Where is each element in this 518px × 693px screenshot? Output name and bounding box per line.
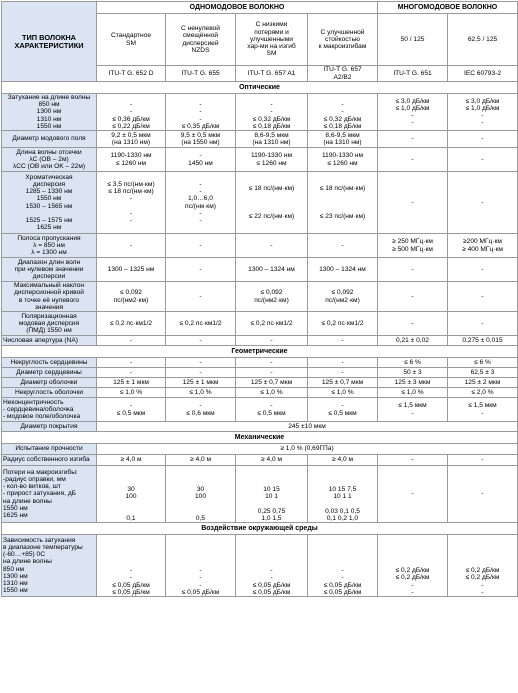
row-label: Диапазон длин волн при нулевом значении дисперсии [2,258,97,282]
cell: ≤ 0,2 пс·км1/2 [308,312,378,336]
cell: ≤ 0,2 пс·км1/2 [97,312,166,336]
cell: - [378,131,448,148]
cell: - [308,336,378,346]
table-row [2,422,518,432]
cell: - [378,455,448,466]
cell: 10 15 7,5 10 1 1 0,03 0,1 0,5 0,1 0,2 1,0 [308,466,378,523]
row-label: Диаметр сердцевины [2,368,97,378]
cell: 1300 – 1324 нм [308,258,378,282]
cell: - ≤ 0,5 мкм [308,398,378,422]
cell: ≥ 1,0 % (0,69ГПа) [97,444,518,455]
cell: - - ≤ 0,32 дБ/км ≤ 0,18 дБ/км [236,94,308,131]
cell: ≤ 3,0 дБ/км ≤ 1,0 дБ/км - - [448,94,518,131]
cell: 125 ± 0,7 мкм [236,378,308,388]
cell: - - ≤ 0,05 дБ/км ≤ 0,05 дБ/км [236,535,308,597]
cell: - [308,234,378,258]
cell: 1300 – 1324 нм [236,258,308,282]
cell: 1190-1330 нм ≤ 1260 нм [97,148,166,172]
row-label: Диаметр модового поля [2,131,97,148]
cell: - [448,312,518,336]
cell: 50 ± 3 [378,368,448,378]
section-environment: Воздействие окружающей среды [2,523,518,535]
row-label: Максимальный наклон дисперсионной кривой в точке её нулевого значения [2,282,97,312]
cell: 245 ±10 мкм [97,422,518,432]
cell: 8,6-9,5 мкм (на 1310 нм) [236,131,308,148]
table-row [2,378,518,388]
cell: ≥200 МГц·км ≥ 400 МГц·км [448,234,518,258]
row-label: Потери на макроизгибы: -радиус оправки, мм - кол-во витков, шт - прирост затухания, дБ на длине волны 1550 нм 1625 нм [2,466,97,523]
table-row [2,172,518,234]
cell: - [448,258,518,282]
table-row [2,455,518,466]
cell: ≤ 1,0 % [236,388,308,398]
col-standard: ITU-T G. 655 [166,66,236,82]
cell: 1190-1330 нм ≤ 1260 нм [236,148,308,172]
cell: ≤ 1,5 мкм - [448,398,518,422]
cell: ≤ 0,2 пс·км1/2 [166,312,236,336]
col-standard: ITU-T G. 657 A1 [236,66,308,82]
cell: - [448,172,518,234]
cell: - [448,455,518,466]
cell: - - ≤ 0,32 дБ/км ≤ 0,18 дБ/км [308,94,378,131]
cell: - [378,312,448,336]
cell: - - 1,0…6,0 пс/(нм·км) - - [166,172,236,234]
cell: ≤ 1,0 % [166,388,236,398]
cell: - [236,358,308,368]
cell: ≤ 1,0 % [97,388,166,398]
table-row [2,312,518,336]
cell: - 1450 нм [166,148,236,172]
fiber-spec-table [1,1,518,597]
cell: - [308,368,378,378]
row-label: Затухание на длине волны 850 нм 1300 нм 1310 нм 1550 нм [2,94,97,131]
cell: - - - ≤ 0,05 дБ/км [166,535,236,597]
cell: 125 ± 1 мкм [166,378,236,388]
cell: - - ≤ 0,05 дБ/км ≤ 0,05 дБ/км [308,535,378,597]
cell: 9,2 ± 0,5 мкм (на 1310 нм) [97,131,166,148]
cell: 9,5 ± 0,5 мкм (на 1550 нм) [166,131,236,148]
cell: ≤ 1,0 % [308,388,378,398]
table-row [2,368,518,378]
col-name: Стандартное SM [97,14,166,66]
row-label: Числовая апертура (NA) [2,336,97,346]
row-label: Испытание прочности [2,444,97,455]
col-standard: ITU-T G. 657 A2/B2 [308,66,378,82]
cell: ≤ 0,2 дБ/км ≤ 0,2 дБ/км - - [448,535,518,597]
cell: 8,6-9,5 мкм (на 1310 нм) [308,131,378,148]
table-row [2,148,518,172]
table-row [2,388,518,398]
table-row [2,466,518,523]
table-row [2,444,518,455]
cell: ≤ 3,5 пс/(нм·км) ≤ 18 пс/(нм·км) - - - [97,172,166,234]
row-label: Диаметр оболочки [2,378,97,388]
cell: ≤ 1,5 мкм - [378,398,448,422]
cell: - ≤ 0,5 мкм [97,398,166,422]
cell: ≤ 6 % [448,358,518,368]
cell: ≤ 3,0 дБ/км ≤ 1,0 дБ/км - - [378,94,448,131]
cell: 125 ± 2 мкм [448,378,518,388]
cell: 10 15 10 1 0,25 0,75 1,0 1,5 [236,466,308,523]
table-row [2,234,518,258]
cell: 62,5 ± 3 [448,368,518,378]
multimode-group-header: МНОГОМОДОВОЕ ВОЛОКНО [378,2,518,14]
col-name: С ненулевой смещённой дисперсией NZDS [166,14,236,66]
cell: 1190-1330 нм ≤ 1260 нм [308,148,378,172]
table-row [2,358,518,368]
cell: - [97,368,166,378]
cell: ≤ 2,0 % [448,388,518,398]
cell: - [308,358,378,368]
cell: - [166,282,236,312]
col-standard: IEC 60793-2 [448,66,518,82]
section-optical: Оптические [2,82,518,94]
cell: - [236,336,308,346]
cell: - [378,282,448,312]
table-row [2,131,518,148]
table-row [2,258,518,282]
cell: ≥ 4,0 м [97,455,166,466]
cell: - [448,148,518,172]
cell: 0,21 ± 0,02 [378,336,448,346]
cell: ≤ 18 пс/(нм·км) ≤ 23 пс/(нм·км) [308,172,378,234]
cell: ≥ 4,0 м [166,455,236,466]
cell: ≥ 4,0 м [308,455,378,466]
col-standard: ITU-T G. 651 [378,66,448,82]
row-label: Длина волны отсечки λC (OB – 2м) λCC (OB или OK – 22м) [2,148,97,172]
row-label: Неконцентричность - сердцевина/оболочка - модовое поле/оболочка [2,398,97,422]
cell: 125 ± 1 мкм [97,378,166,388]
cell: - [166,234,236,258]
type-header: ТИП ВОЛОКНА ХАРАКТЕРИСТИКИ [2,2,97,82]
cell: - [448,282,518,312]
row-label: Диаметр покрытия [2,422,97,432]
cell: 125 ± 3 мкм [378,378,448,388]
cell: - - ≤ 0,36 дБ/км ≤ 0,22 дБ/км [97,94,166,131]
cell: - [97,234,166,258]
row-label: Поляризационная модовая дисперсия (ПМД) 1550 нм [2,312,97,336]
row-label: Хроматическая дисперсия 1285 – 1330 нм 1550 нм 1530 – 1565 нм 1525 – 1575 нм 1625 нм [2,172,97,234]
cell: - ≤ 0,6 мкм [166,398,236,422]
col-name: 62,5 / 125 [448,14,518,66]
section-geometric: Геометрические [2,346,518,358]
cell: ≤ 1,0 % [378,388,448,398]
cell: - [166,368,236,378]
cell: - [378,466,448,523]
table-row [2,336,518,346]
cell: ≤ 0,092 пс/(нм2·км) [97,282,166,312]
col-name: С низкими потерями и улучшенными хар-ми на изгиб SM [236,14,308,66]
col-standard: ITU-T G. 652 D [97,66,166,82]
row-label: Радиус собственного изгиба [2,455,97,466]
table-row [2,94,518,131]
cell: ≤ 6 % [378,358,448,368]
cell: ≤ 0,2 дБ/км ≤ 0,2 дБ/км - - [378,535,448,597]
cell: - [378,172,448,234]
table-row [2,398,518,422]
cell: ≤ 0,2 пс·км1/2 [236,312,308,336]
cell: - [448,131,518,148]
cell: - [378,148,448,172]
cell: - [166,358,236,368]
section-mechanical: Механические [2,432,518,444]
table-row [2,535,518,597]
cell: - ≤ 0,5 мкм [236,398,308,422]
cell: - [97,336,166,346]
row-label: Некруглость сердцевины [2,358,97,368]
cell: ≥ 4,0 м [236,455,308,466]
col-name: 50 / 125 [378,14,448,66]
col-name: С улучшенной стойкостью к макроизгибам [308,14,378,66]
cell: - [166,258,236,282]
cell: ≤ 0,092 пс/(нм2·км) [308,282,378,312]
cell: ≥ 250 МГц·км ≥ 500 МГц·км [378,234,448,258]
cell: - [378,258,448,282]
cell: 125 ± 0,7 мкм [308,378,378,388]
table-row [2,282,518,312]
cell: - [166,336,236,346]
cell: ≤ 0,092 пс/(нм2·км) [236,282,308,312]
cell: 1300 – 1325 нм [97,258,166,282]
cell: - - ≤ 0,05 дБ/км ≤ 0,05 дБ/км [97,535,166,597]
cell: - [97,358,166,368]
singlemode-group-header: ОДНОМОДОВОЕ ВОЛОКНО [97,2,378,14]
cell: ≤ 18 пс/(нм·км) ≤ 22 пс/(нм·км) [236,172,308,234]
row-label: Некруглость оболочки [2,388,97,398]
row-label: Полоса пропускания λ = 850 нм λ = 1300 нм [2,234,97,258]
cell: 30 100 0,1 [97,466,166,523]
cell: - [236,234,308,258]
cell: 0,275 ± 0,015 [448,336,518,346]
cell: 30 100 0,5 [166,466,236,523]
cell: - - - ≤ 0,35 дБ/км [166,94,236,131]
row-label: Зависимость затухания в диапазоне температуры (-60…+85) 0C на длине волны 850 нм 1300 нм 1310 нм 1550 нм [2,535,97,597]
cell: - [236,368,308,378]
cell: - [448,466,518,523]
